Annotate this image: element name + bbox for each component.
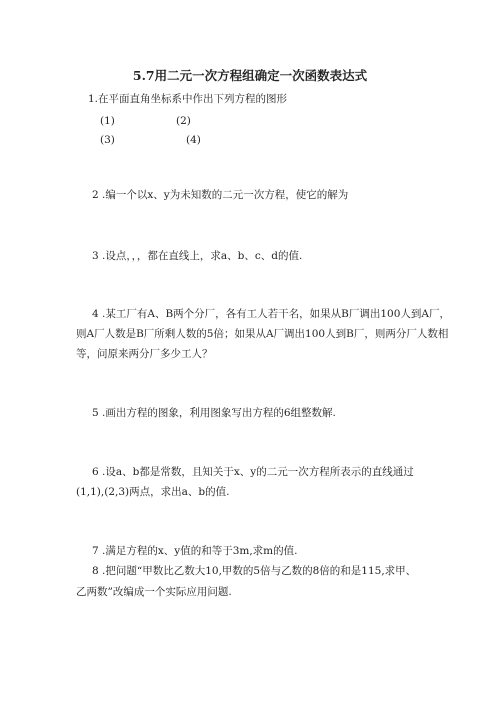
question-1-sub-1: (1): [100, 115, 115, 127]
question-8-line-1: 8 .把问题“甲数比乙数大10,甲数的5倍与乙数的8倍的和是115,求甲、: [92, 565, 417, 577]
question-6-line-2: (1,1),(2,3)两点，求出a、b的值.: [76, 486, 230, 498]
question-1-text: 1.在平面直角坐标系中作出下列方程的图形: [88, 93, 288, 105]
page-title: 5.7用二元一次方程组确定一次函数表达式: [132, 68, 368, 83]
question-4-line-3: 等，问原来两分厂多少工人？: [76, 348, 213, 360]
question-1-sub-2: (2): [176, 115, 191, 127]
question-7-text: 7 .满足方程的x、y值的和等于3m,求m的值.: [92, 545, 298, 557]
question-2-text: 2 .编一个以x、y为未知数的二元一次方程，使它的解为: [92, 189, 349, 201]
question-4-line-2: 则A厂人数是B厂所剩人数的5倍；如果从A厂调出100人到B厂，则两分厂人数相: [76, 328, 449, 340]
question-1-sub-4: (4): [186, 134, 201, 146]
question-4-line-1: 4 .某工厂有A、B两个分厂，各有工人若干名，如果从B厂调出100人到A厂，: [92, 308, 450, 320]
question-5-text: 5 .画出方程的图象，利用图象写出方程的6组整数解.: [92, 407, 336, 419]
question-8-line-2: 乙两数”改编成一个实际应用问题.: [76, 586, 232, 598]
question-3-text: 3 .设点，，，都在直线上，求a、b、c、d的值.: [92, 250, 303, 262]
question-6-line-1: 6 .设a、b都是常数，且知关于x、y的二元一次方程所表示的直线通过: [92, 466, 414, 478]
question-1-sub-3: (3): [100, 134, 115, 146]
